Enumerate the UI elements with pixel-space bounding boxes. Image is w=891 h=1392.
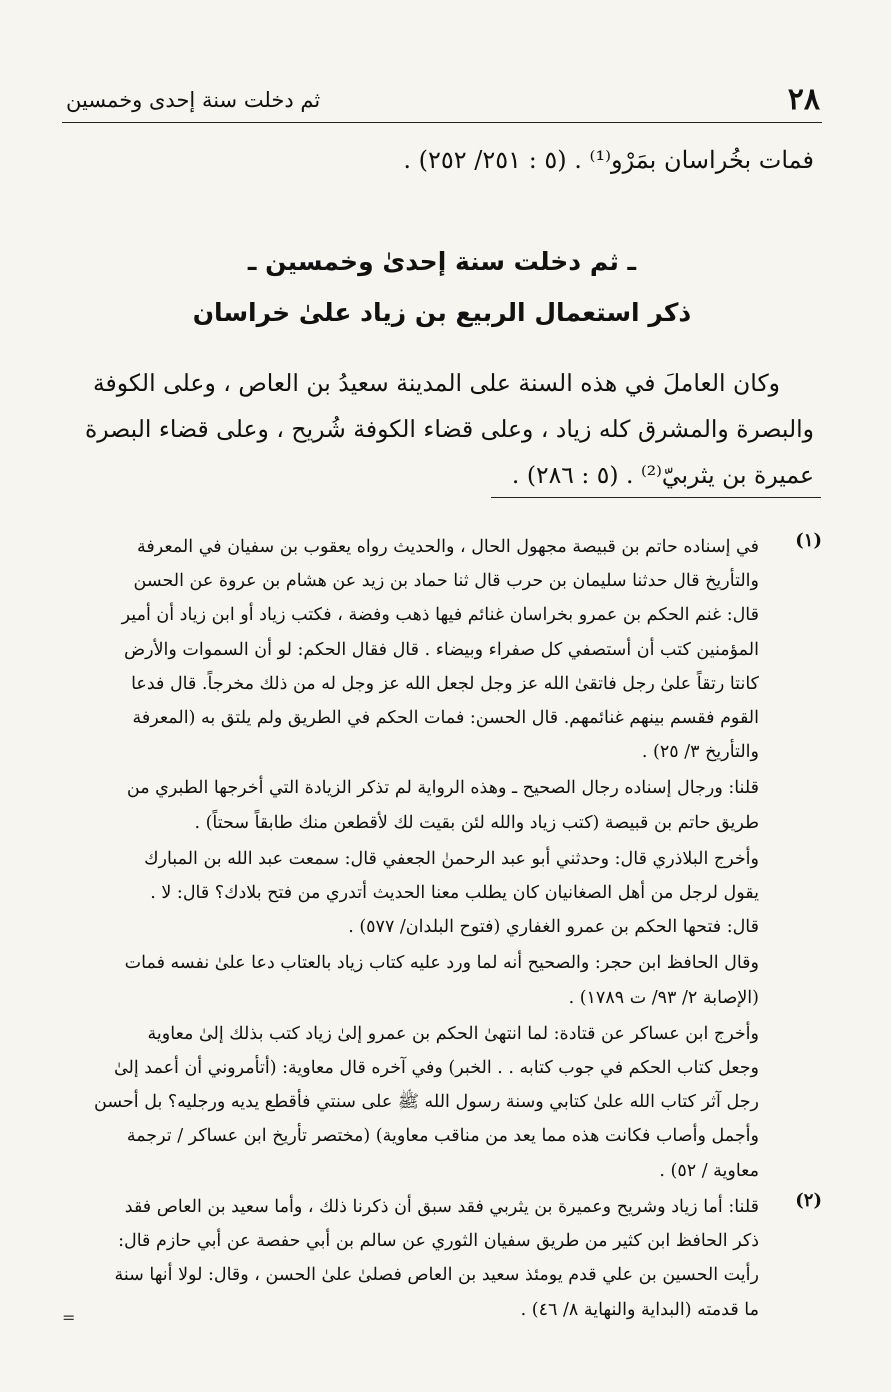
footnote-line: قال: غنم الحكم بن عمرو بخراسان غنائم فيها ذهب وفضة ، فكتب زياد أو ابن زياد أن أمير (121, 605, 759, 626)
footnote-body (62, 530, 759, 1188)
footnote-line: رجل آثر كتاب الله علىٰ كتابي وسنة رسول الله ﷺ على سنتي فأقطع يديه ورجليه؟ بل أحسن (94, 1092, 759, 1113)
running-title: ثم دخلت سنة إحدى وخمسين (66, 88, 321, 112)
footnote-line: والتأريخ قال حدثنا سليمان بن حرب قال ثنا حماد بن زيد عن هشام بن عروة عن الحسن (133, 571, 759, 592)
footnote-body (62, 1190, 759, 1327)
footnote-line: المؤمنين كتب أن أستصفي كل صفراء وبيضاء . قال فقال الحكم: لو أن السموات والأرض (123, 639, 759, 660)
footnote-1 (62, 530, 822, 1188)
footnote-line: (الإصابة ٢/ ٩٣/ ت ١٧٨٩) . (568, 987, 759, 1008)
section-heading: ذكر استعمال الربيع بن زياد علىٰ خراسان (192, 298, 692, 327)
paragraph-line: وكان العاملَ في هذه السنة على المدينة سعيدُ بن العاص ، وعلى الكوفة (92, 369, 780, 397)
footnote-paragraph (62, 842, 759, 945)
margin-mark: = (62, 1308, 76, 1327)
body-paragraph (62, 360, 814, 498)
footnote-line: رأيت الحسين بن علي قدم يومئذ سعيد بن العاص فصلىٰ علىٰ الحسن ، وقال: لولا أنها سنة (114, 1265, 759, 1286)
footnote-paragraph (62, 1190, 759, 1327)
year-heading: ـ ثم دخلت سنة إحدىٰ وخمسين ـ (247, 247, 637, 276)
footnote-line: طريق حاتم بن قبيصة (كتب زياد والله لئن بقيت لك لأقطعن منك طابقاً سحتاً) . (194, 812, 759, 833)
footnote-line: ما قدمته (البداية والنهاية ٨/ ٤٦) . (520, 1299, 759, 1320)
footnote-line: وأخرج ابن عساكر عن قتادة: لما انتهىٰ الحكم بن عمرو إلىٰ زياد كتب بذلك إلىٰ معاوية (147, 1023, 759, 1044)
footnote-line: ذكر الحافظ ابن كثير من طريق سفيان الثوري عن سالم بن أبي حفصة عن أبي حازم قال: (118, 1231, 759, 1252)
footnote-paragraph (62, 530, 759, 769)
footnote-line: كانتا رتقاً علىٰ رجل فاتقىٰ الله عز وجل لجعل الله عز وجل له من ذلك مخرجاً. قال فدعا (131, 673, 759, 694)
footnote-paragraph (62, 771, 759, 839)
footnote-paragraph (62, 1017, 759, 1188)
page-number: ٢٨ (787, 82, 820, 117)
footnote-line: وأجمل وأصاب فكانت هذه مما يعد من مناقب معاوية) (مختصر تأريخ ابن عساكر / ترجمة (126, 1126, 759, 1147)
footnote-line: في إسناده حاتم بن قبيصة مجهول الحال ، والحديث رواه يعقوب بن سفيان في المعرفة (136, 537, 759, 557)
footnote-line: يقول لرجل من أهل الصغانيان كان يطلب معنا الحديث أتدري من فتح بلادك؟ قال: لا . (150, 883, 759, 904)
footnote-number: (١) (795, 530, 822, 551)
footnote-line: قال: فتحها الحكم بن عمرو الغفاري (فتوح البلدان/ ٥٧٧) . (348, 917, 759, 938)
footnote-line: والتأريخ ٣/ ٢٥) . (641, 742, 759, 763)
footnote-2 (62, 1190, 822, 1327)
paragraph-line: والبصرة والمشرق كله زياد ، وعلى قضاء الكوفة شُريح ، وعلى قضاء البصرة (84, 415, 814, 443)
continuation-line: فمات بخُراسان بمَرْو⁽¹⁾ . (٥ : ٢٥١/ ٢٥٢) . (403, 146, 814, 174)
footnote-line: وقال الحافظ ابن حجر: والصحيح أنه لما ورد عليه كتاب زياد بالعتاب دعا علىٰ نفسه فمات (124, 953, 759, 974)
footnote-number: (٢) (795, 1190, 822, 1211)
page-header (62, 82, 822, 123)
footnote-line: وجعل كتاب الحكم في جوب كتابه . . الخبر) وفي آخره قال معاوية: (أتأمروني أن أعمد إلىٰ (113, 1058, 759, 1079)
footnote-line: معاوية / ٥٢) . (659, 1160, 759, 1181)
paragraph-line: عميرة بن يثربيّ⁽²⁾ . (٥ : ٢٨٦) . (511, 461, 814, 489)
footnote-line: وأخرج البلاذري قال: وحدثني أبو عبد الرحمنٰ الجعفي قال: سمعت عبد الله بن المبارك (144, 848, 759, 869)
footnote-separator (491, 497, 821, 498)
footnote-line: قلنا: أما زياد وشريح وعميرة بن يثربي فقد سبق أن ذكرنا ذلك ، وأما سعيد بن العاص فقد (124, 1197, 759, 1217)
footnote-paragraph (62, 946, 759, 1014)
footnote-line: القوم فقسم بينهم غنائمهم. قال الحسن: فمات الحكم في الطريق ولم يلتق به (المعرفة (132, 708, 759, 729)
footnote-line: قلنا: ورجال إسناده رجال الصحيح ـ وهذه الرواية لم تذكر الزيادة التي أخرجها الطبري من (126, 778, 759, 799)
